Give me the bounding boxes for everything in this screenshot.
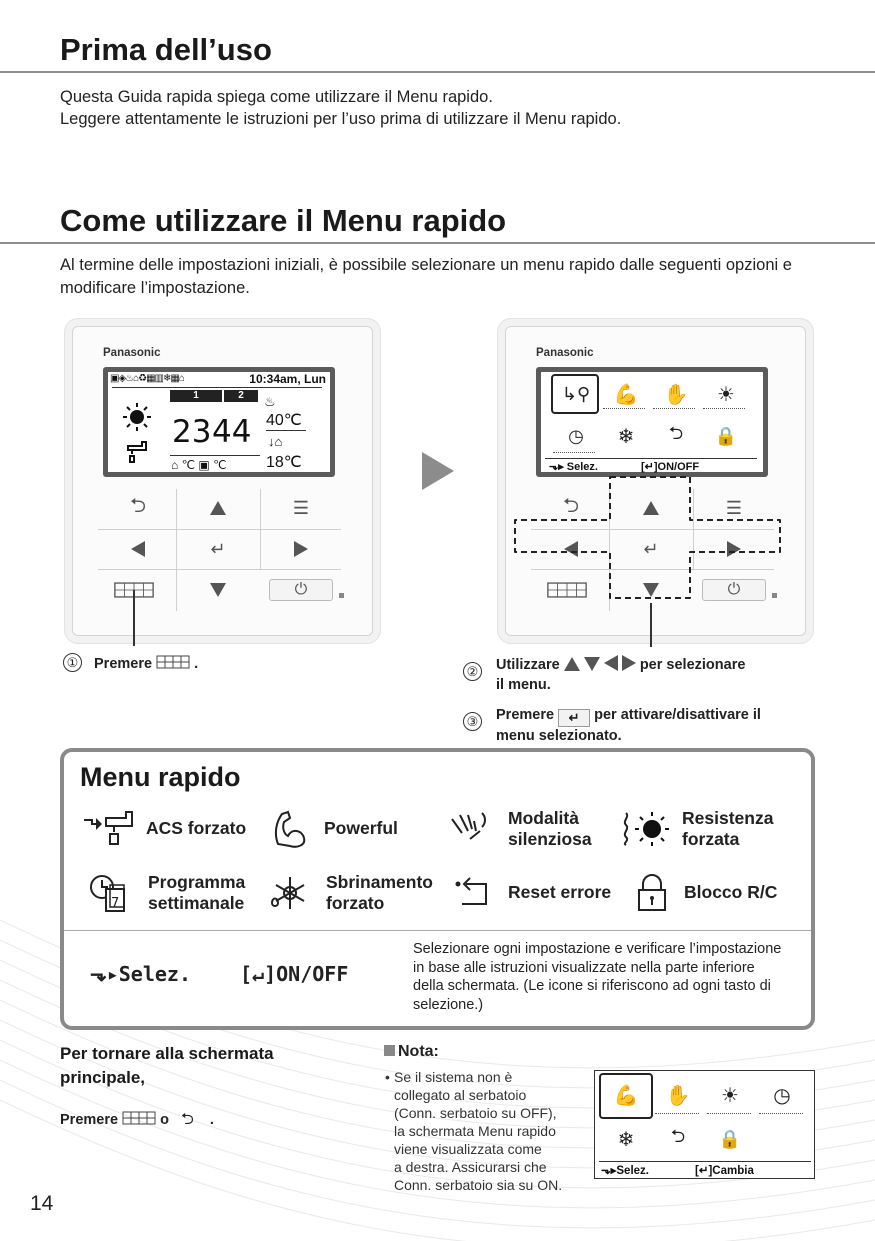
- arm-icon: [270, 808, 310, 848]
- tap-arrow-icon: [82, 808, 138, 848]
- down-button[interactable]: [198, 577, 238, 603]
- tap-icon: [124, 436, 152, 464]
- quick-menu-screen-no-tank: [594, 1070, 815, 1179]
- quick-menu-title: Menu rapido: [80, 762, 241, 792]
- nota-text: Se il sistema non è collegato al serbatoio (Conn. serbatoio su OFF), la schermata Menu rapido viene visualizzata come a destra. Assicurarsi che Conn. serbatoio sia su ON.: [394, 1069, 563, 1193]
- menu-button[interactable]: ☰: [292, 497, 310, 518]
- menu-item-reset-errore: Reset errore: [454, 872, 611, 912]
- note-square-icon: [384, 1045, 395, 1056]
- right-button[interactable]: [281, 536, 321, 562]
- status-icons-row: ▣◈♨⌂♻▦▥❄▦⌂: [110, 373, 184, 384]
- legend-description: Selezionare ogni impostazione e verificare l’impostazione in base alle istruzioni visualizzate nella parte inferiore della schermata. (Le icone si riferiscono ad ogni tasto di selezione.): [413, 941, 782, 1013]
- tank-icon: ▣: [198, 458, 210, 472]
- quick-menu-panel: [60, 748, 815, 1030]
- lock-icon: [634, 872, 670, 912]
- section2-intro: Al termine delle impostazioni iniziali, è possibile selezionare un menu rapido dalle seguenti opzioni e modificare l’impostazione.: [60, 256, 792, 297]
- menu-item-modalita-silenziosa: Modalità silenziosa: [448, 808, 592, 850]
- left-button[interactable]: [118, 536, 158, 562]
- zone1-tag: 1: [170, 390, 222, 402]
- menu-item-resistenza-forzata: Resistenza forzata: [620, 808, 773, 850]
- step2-text-a: Utilizzare: [496, 657, 560, 673]
- return-premere: Premere: [60, 1112, 119, 1128]
- tap-arrow-icon: ↳⚲: [561, 383, 591, 404]
- enter-bracket-icon: [↵]: [641, 461, 658, 473]
- heater-sun-icon: [620, 809, 670, 849]
- step3-text-b: per attivare/disattivare il: [594, 707, 761, 723]
- zone2-tag: 2: [224, 390, 258, 402]
- weekly-clock-icon: ◷: [773, 1084, 791, 1107]
- enter-key-icon: ↵: [558, 709, 590, 727]
- power-icon: ⏻: [294, 581, 308, 598]
- return-or: o: [160, 1112, 169, 1128]
- snowflake-icon: ❄: [617, 425, 635, 448]
- step2-text-b: per selezionare: [639, 657, 746, 673]
- weekly-clock-icon: ◷: [568, 425, 584, 446]
- select-arrow-icon: ⬎▸: [549, 461, 564, 473]
- power-icon: ⏻: [727, 581, 741, 598]
- menu-item-sbrinamento-forzato: Sbrinamento forzato: [268, 872, 433, 914]
- menu-item-powerful: Powerful: [270, 808, 398, 848]
- select-arrow-icon: ⬎▸: [601, 1165, 617, 1177]
- nota-title: Nota:: [398, 1043, 439, 1060]
- home-icon: ⌂: [171, 458, 179, 472]
- menu-item-blocco-rc: Blocco R/C: [634, 872, 777, 912]
- back-button[interactable]: ⮌: [562, 495, 580, 517]
- brand-logo: Panasonic: [103, 347, 161, 359]
- step-number-1: ①: [63, 653, 82, 672]
- step2-text-c: il menu.: [496, 677, 551, 693]
- arrow-keys-icon: [564, 655, 636, 676]
- arrow-right-icon: [422, 452, 454, 490]
- title-rule: [0, 71, 875, 73]
- footer-onoff: ON/OFF: [657, 461, 700, 473]
- section-title-before-use: Prima dell’uso: [60, 32, 272, 67]
- svg-text:7: 7: [111, 896, 120, 911]
- legend-onoff: ON/OFF: [276, 962, 349, 986]
- return-title-line2: principale,: [60, 1068, 146, 1087]
- remote-controller-left: [72, 326, 373, 636]
- footer-select: Selez.: [566, 461, 598, 473]
- weekly-clock-icon: [88, 873, 128, 913]
- reset-icon: [454, 872, 490, 912]
- up-button[interactable]: [198, 495, 238, 521]
- intro-line-1: Questa Guida rapida spiega come utilizzare il Menu rapido.: [60, 88, 493, 106]
- clock-text: 10:34am, Lun: [249, 372, 326, 386]
- step-number-3: ③: [463, 712, 482, 731]
- menu-item-acs-forzato: ACS forzato: [82, 808, 246, 848]
- snowflake-icon: [268, 873, 312, 913]
- select-arrow-icon: ⬎▸: [90, 962, 119, 986]
- outdoor-icon: ↓⌂: [268, 434, 283, 449]
- lcd-main-screen: ▣◈♨⌂♻▦▥❄▦⌂ 10:34am, Lun 1 2 23 44 ⌂ ℃ ▣ ℃ ♨ 40℃ ↓⌂ 18℃: [103, 367, 335, 477]
- intro-line-2: Leggere attentamente le istruzioni per l’uso prima di utilizzare il Menu rapido.: [60, 110, 622, 128]
- legend-select: Selez.: [118, 962, 192, 986]
- enter-bracket-icon: [↵]: [240, 962, 277, 986]
- quiet-hand-icon: [448, 809, 492, 849]
- mini-footer-change: Cambia: [712, 1165, 754, 1177]
- step1-text: Premere: [94, 656, 153, 672]
- tank-temp-icon: ♨: [264, 394, 276, 409]
- menu-button[interactable]: ☰: [725, 497, 743, 518]
- quiet-hand-icon: ✋: [663, 383, 689, 406]
- arrow-keys-highlight: [512, 474, 786, 604]
- lcd-quick-menu-screen: [536, 367, 768, 477]
- enter-button[interactable]: ↵: [643, 538, 659, 559]
- back-button[interactable]: ⮌: [129, 495, 147, 517]
- arm-icon: 💪: [613, 1084, 639, 1107]
- power-button[interactable]: [269, 579, 333, 601]
- step-number-2: ②: [463, 662, 482, 681]
- menu-item-programma-settimanale: 7 Programma settimanale: [88, 872, 245, 914]
- step3-text-a: Premere: [496, 707, 555, 723]
- heater-sun-icon: ☀: [721, 1084, 739, 1107]
- back-icon: ⮌: [181, 1111, 194, 1128]
- quick-menu-icon: [156, 655, 190, 669]
- mini-footer-select: Selez.: [616, 1165, 649, 1177]
- outdoor-temp: 18℃: [266, 454, 302, 471]
- page-number: 14: [30, 1192, 54, 1215]
- lock-icon: 🔒: [718, 1128, 742, 1149]
- reset-icon: ⮌: [668, 423, 684, 443]
- step3-text-c: menu selezionato.: [496, 728, 622, 744]
- tank-temp: 40℃: [266, 412, 302, 429]
- title-rule: [0, 242, 875, 244]
- zone1-temp: 23: [172, 414, 212, 450]
- brand-logo: Panasonic: [536, 347, 594, 359]
- quiet-hand-icon: ✋: [665, 1084, 691, 1107]
- enter-button[interactable]: ↵: [210, 538, 226, 559]
- snowflake-icon: ❄: [617, 1128, 635, 1151]
- sun-icon: [122, 402, 152, 432]
- lock-icon: 🔒: [714, 425, 738, 446]
- reset-icon: ⮌: [670, 1126, 686, 1146]
- section-title-how-to: Come utilizzare il Menu rapido: [60, 203, 507, 238]
- enter-bracket-icon: [↵]: [695, 1165, 713, 1177]
- zone2-temp: 44: [212, 414, 252, 450]
- return-title-line1: Per tornare alla schermata: [60, 1044, 274, 1063]
- heater-sun-icon: ☀: [717, 383, 735, 406]
- nota-bullet: •: [385, 1069, 390, 1085]
- quick-menu-icon: [122, 1111, 156, 1125]
- arm-icon: 💪: [613, 383, 639, 406]
